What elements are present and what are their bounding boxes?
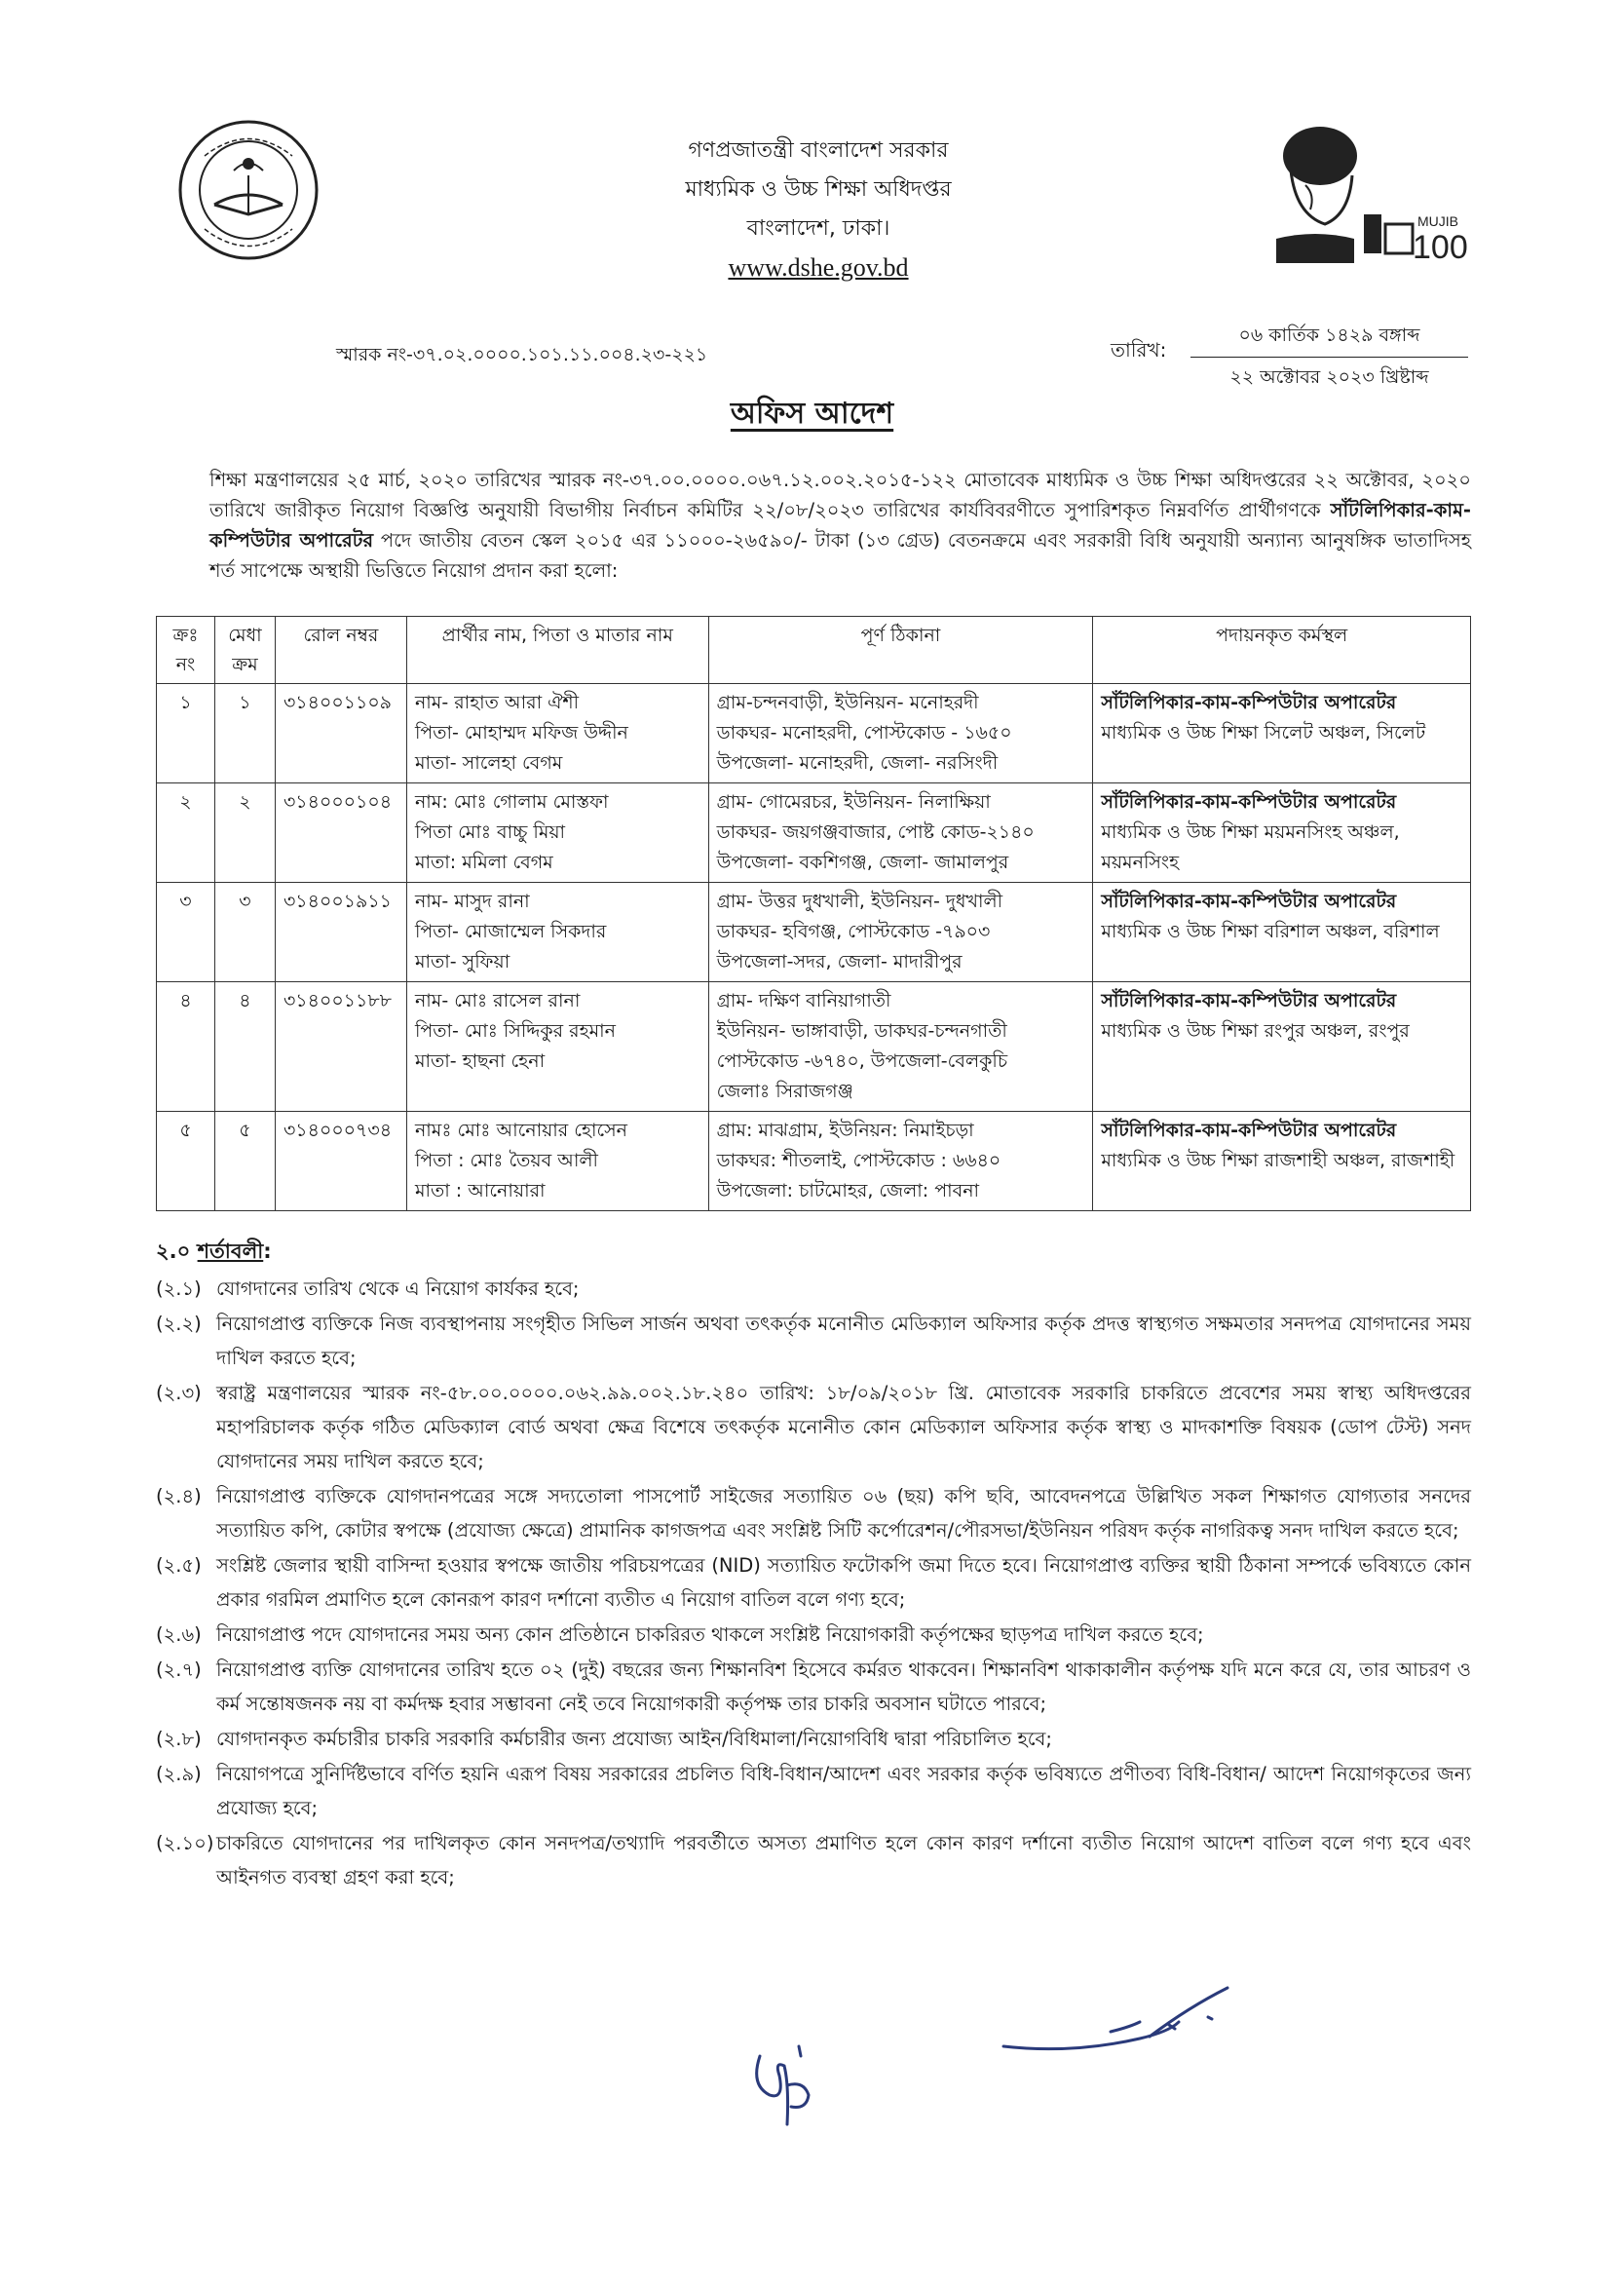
serial-cell: ৪	[157, 982, 215, 1112]
posting-cell	[1093, 883, 1471, 982]
condition-item	[156, 1272, 1471, 1306]
condition-text: নিয়োগপ্রাপ্ত পদে যোগদানের সময় অন্য কোন প্রতিষ্ঠানে চাকরিরত থাকলে সংশ্লিষ্ট নিয়োগকারী কর্তৃপক্ষের ছাড়পত্র দাখিল করতে হবে;	[216, 1623, 1204, 1646]
condition-item	[156, 1653, 1471, 1721]
condition-number: (২.২)	[156, 1313, 202, 1335]
condition-number: (২.৯)	[156, 1763, 202, 1785]
father-name: পিতা- মোজাম্মেল সিকদার	[414, 921, 607, 942]
conditions-colon: :	[263, 1239, 272, 1263]
candidate-name: নাম- মাসুদ রানা	[414, 891, 530, 912]
roll-cell: ৩১৪০০১৯১১	[275, 883, 406, 982]
col-posting: পদায়নকৃত কর্মস্থল	[1093, 617, 1471, 684]
table-row	[157, 982, 1471, 1112]
svg-text:100: 100	[1413, 229, 1468, 266]
posting-place: মাধ্যমিক ও উচ্চ শিক্ষা বরিশাল অঞ্চল, বরিশাল	[1101, 921, 1440, 942]
condition-text: যোগদানকৃত কর্মচারীর চাকরি সরকারি কর্মচারীর জন্য প্রযোজ্য আইন/বিধিমালা/নিয়োগবিধি দ্বারা পরিচালিত হবে;	[216, 1728, 1052, 1750]
memo-number: স্মারক নং-৩৭.০২.০০০০.১০১.১১.০০৪.২৩-২২১	[336, 344, 708, 365]
merit-cell: ৪	[214, 982, 275, 1112]
date-bangla: ০৬ কার্তিক ১৪২৯ বঙ্গাব্দ	[1190, 322, 1468, 358]
merit-cell: ১	[214, 684, 275, 783]
condition-text: চাকরিতে যোগদানের পর দাখিলকৃত কোন সনদপত্র/তথ্যাদি পরবর্তীতে অসত্য প্রমাণিত হলে কোন কারণ দর্শানো ব্যতীত নিয়োগ আদেশ বাতিল বলে গণ্য হবে এবং আইনগত ব্যবস্থা গ্রহণ করা হবে;	[216, 1832, 1471, 1888]
father-name: পিতা মোঃ বাচ্চু মিয়া	[414, 821, 566, 843]
date-gregorian: ২২ অক্টোবর ২০২৩ খ্রিষ্টাব্দ	[1229, 366, 1429, 388]
address-line: উপজেলা-সদর, জেলা- মাদারীপুর	[716, 951, 963, 972]
merit-cell: ২	[214, 783, 275, 883]
address-line: গ্রাম: মাঝগ্রাম, ইউনিয়ন: নিমাইচড়া	[716, 1120, 974, 1141]
date-block	[1190, 322, 1468, 395]
mother-name: মাতা- হাছনা হেনা	[414, 1050, 546, 1072]
condition-item	[156, 1479, 1471, 1547]
condition-number: (২.৫)	[156, 1554, 202, 1577]
roll-cell: ৩১৪০০১১৮৮	[275, 982, 406, 1112]
condition-text: যোগদানের তারিখ থেকে এ নিয়োগ কার্যকর হবে;	[216, 1277, 580, 1300]
document-title-text: অফিস আদেশ	[730, 397, 894, 431]
post-title: সাঁটলিপিকার-কাম-কম্পিউটার অপারেটর	[1101, 791, 1397, 813]
address-line: ডাকঘর: শীতলাই, পোস্টকোড : ৬৬৪০	[716, 1150, 1001, 1171]
posting-cell	[1093, 684, 1471, 783]
address-line: গ্রাম- গোমেরচর, ইউনিয়ন- নিলাক্ষিয়া	[716, 791, 991, 813]
condition-item	[156, 1307, 1471, 1375]
father-name: পিতা- মোহাম্মদ মফিজ উদ্দীন	[414, 722, 628, 743]
address-line: ডাকঘর- হবিগঞ্জ, পোস্টকোড -৭৯০৩	[716, 921, 991, 942]
col-merit: মেধা ক্রম	[214, 617, 275, 684]
father-name: পিতা- মোঃ সিদ্দিকুর রহমান	[414, 1020, 616, 1042]
post-title: সাঁটলিপিকার-কাম-কম্পিউটার অপারেটর	[1101, 692, 1397, 713]
mujib-year-logo-icon	[1237, 117, 1471, 273]
condition-item	[156, 1548, 1471, 1617]
table-row	[157, 883, 1471, 982]
svg-text:MUJIB: MUJIB	[1417, 213, 1458, 229]
col-name: প্রার্থীর নাম, পিতা ও মাতার নাম	[406, 617, 708, 684]
website-link[interactable]: www.dshe.gov.bd	[728, 253, 909, 282]
serial-cell: ২	[157, 783, 215, 883]
col-roll: রোল নম্বর	[275, 617, 406, 684]
mother-name: মাতা: মমিলা বেগম	[414, 852, 553, 873]
education-logo-icon	[175, 117, 321, 263]
condition-number: (২.৭)	[156, 1658, 202, 1681]
intro-post-name: সাঁটলিপিকার-কাম-কম্পিউটার অপারেটর	[209, 499, 1471, 552]
merit-cell: ৫	[214, 1112, 275, 1211]
candidate-cell	[406, 883, 708, 982]
post-title: সাঁটলিপিকার-কাম-কম্পিউটার অপারেটর	[1101, 891, 1397, 912]
conditions-number: ২.০	[156, 1239, 191, 1263]
candidate-name: নাম: মোঃ গোলাম মোস্তফা	[414, 791, 609, 813]
address-line: উপজেলা- বকশিগঞ্জ, জেলা- জামালপুর	[716, 852, 1009, 873]
mother-name: মাতা- সালেহা বেগম	[414, 752, 563, 774]
post-title: সাঁটলিপিকার-কাম-কম্পিউটার অপারেটর	[1101, 1120, 1397, 1141]
condition-item	[156, 1722, 1471, 1756]
posting-place: মাধ্যমিক ও উচ্চ শিক্ষা ময়মনসিংহ অঞ্চল, ময়মনসিংহ	[1101, 821, 1400, 873]
table-row	[157, 684, 1471, 783]
address-line: পোস্টকোড -৬৭৪০, উপজেলা-বেলকুচি	[716, 1050, 1008, 1072]
condition-number: (২.৪)	[156, 1485, 202, 1507]
candidate-name: নাম- রাহাত আরা ঐশী	[414, 692, 580, 713]
candidate-name: নামঃ মোঃ আনোয়ার হোসেন	[414, 1120, 628, 1141]
intro-part1: শিক্ষা মন্ত্রণালয়ের ২৫ মার্চ, ২০২০ তারিখের স্মারক নং-৩৭.০০.০০০০.০৬৭.১২.০০২.২০১৫-১২২ মোতাবেক মাধ্যমিক ও উচ্চ শিক্ষা অধিদপ্তরের ২২ অক্টোবর, ২০২০ তারিখে জারীকৃত নিয়োগ বিজ্ঞপ্তি অনুযায়ী বিভাগীয় নির্বাচন কমিটির ২২/০৮/২০২৩ তারিখের কার্যবিবরণীতে সুপারিশকৃত নিম্নবর্ণিত প্রার্থীগণকে	[209, 469, 1471, 521]
posting-cell	[1093, 982, 1471, 1112]
condition-text: নিয়োগপ্রাপ্ত ব্যক্তিকে যোগদানপত্রের সঙ্গে সদ্যতোলা পাসপোর্ট সাইজের সত্যায়িত ০৬ (ছয়) কপি ছবি, আবেদনপত্রে উল্লিখিত সকল শিক্ষাগত যোগ্যতার সনদের সত্যায়িত কপি, কোটার স্বপক্ষে (প্রযোজ্য ক্ষেত্রে) প্রামানিক কাগজপত্র এবং সংশ্লিষ্ট সিটি কর্পোরেশন/পৌরসভা/ইউনিয়ন পরিষদ কর্তৃক নাগরিকত্ব সনদ দাখিল করতে হবে;	[216, 1485, 1471, 1542]
signature-full	[994, 1978, 1266, 2076]
address-cell	[708, 982, 1093, 1112]
address-line: গ্রাম-চন্দনবাড়ী, ইউনিয়ন- মনোহরদী	[716, 692, 979, 713]
condition-text: নিয়োগপত্রে সুনির্দিষ্টভাবে বর্ণিত হয়নি এরূপ বিষয় সরকারের প্রচলিত বিধি-বিধান/আদেশ এবং সরকার কর্তৃক ভবিষ্যতে প্রণীতব্য বিধি-বিধান/ আদেশ নিয়োগকৃতের জন্য প্রযোজ্য হবে;	[216, 1763, 1471, 1819]
table-row	[157, 1112, 1471, 1211]
condition-item	[156, 1826, 1471, 1894]
address-line: গ্রাম- উত্তর দুধখালী, ইউনিয়ন- দুধখালী	[716, 891, 1003, 912]
government-name: গণপ্রজাতন্ত্রী বাংলাদেশ সরকার	[688, 138, 949, 163]
father-name: পিতা : মোঃ তৈয়ব আলী	[414, 1150, 598, 1171]
document-title	[0, 390, 1624, 439]
posting-place: মাধ্যমিক ও উচ্চ শিক্ষা রংপুর অঞ্চল, রংপুর	[1101, 1020, 1410, 1042]
candidate-name: নাম- মোঃ রাসেল রানা	[414, 990, 581, 1011]
condition-text: স্বরাষ্ট্র মন্ত্রণালয়ের স্মারক নং-৫৮.০০.০০০০.০৬২.৯৯.০০২.১৮.২৪০ তারিখ: ১৮/০৯/২০১৮ খ্রি. মোতাবেক সরকারি চাকরিতে প্রবেশের সময় স্বাস্থ্য অধিদপ্তরের মহাপরিচালক কর্তৃক গঠিত মেডিক্যাল বোর্ড অথবা ক্ষেত্র বিশেষে তৎকর্তৃক মনোনীত কোন মেডিক্যাল অফিসার কর্তৃক স্বাস্থ্য ও মাদকাশক্তি বিষয়ক (ডোপ টেস্ট) সনদ যোগদানের সময় দাখিল করতে হবে;	[216, 1382, 1471, 1472]
intro-part2: পদে জাতীয় বেতন স্কেল ২০১৫ এর ১১০০০-২৬৫৯০/- টাকা (১৩ গ্রেড) বেতনক্রমে এবং সরকারী বিধি অনুযায়ী অন্যান্য আনুষঙ্গিক ভাতাদিসহ শর্ত সাপেক্ষে অস্থায়ী ভিত্তিতে নিয়োগ প্রদান করা হলো:	[209, 529, 1471, 582]
condition-text: সংশ্লিষ্ট জেলার স্থায়ী বাসিন্দা হওয়ার স্বপক্ষে জাতীয় পরিচয়পত্রের (NID) সত্যায়িত ফটোকপি জমা দিতে হবে। নিয়োগপ্রাপ্ত ব্যক্তির স্থায়ী ঠিকানা সম্পর্কে ভবিষ্যতে কোন প্রকার গরমিল প্রমাণিত হলে কোনরূপ কারণ দর্শানো ব্যতীত এ নিয়োগ বাতিল বলে গণ্য হবে;	[216, 1554, 1471, 1611]
serial-cell: ১	[157, 684, 215, 783]
serial-cell: ৫	[157, 1112, 215, 1211]
condition-item	[156, 1757, 1471, 1825]
condition-item	[156, 1376, 1471, 1478]
conditions-heading	[156, 1236, 272, 1270]
office-header	[546, 132, 1091, 287]
table-row	[157, 783, 1471, 883]
appointment-table	[156, 616, 1471, 1211]
posting-cell	[1093, 783, 1471, 883]
office-location: বাংলাদেশ, ঢাকা।	[746, 216, 890, 241]
posting-place: মাধ্যমিক ও উচ্চ শিক্ষা রাজশাহী অঞ্চল, রাজশাহী	[1101, 1150, 1455, 1171]
condition-text: নিয়োগপ্রাপ্ত ব্যক্তিকে নিজ ব্যবস্থাপনায় সংগৃহীত সিভিল সার্জন অথবা তৎকর্তৃক মনোনীত মেডিক্যাল অফিসার কর্তৃক প্রদত্ত স্বাস্থ্যগত সক্ষমতার সনদপত্র যোগদানের সময় দাখিল করতে হবে;	[216, 1313, 1471, 1369]
col-serial: ক্রঃ নং	[157, 617, 215, 684]
post-title: সাঁটলিপিকার-কাম-কম্পিউটার অপারেটর	[1101, 990, 1397, 1011]
condition-number: (২.১)	[156, 1277, 202, 1300]
roll-cell: ৩১৪০০০১০৪	[275, 783, 406, 883]
address-cell	[708, 684, 1093, 783]
candidate-cell	[406, 684, 708, 783]
condition-number: (২.৬)	[156, 1623, 202, 1646]
address-cell	[708, 883, 1093, 982]
directorate-name: মাধ্যমিক ও উচ্চ শিক্ষা অধিদপ্তর	[685, 177, 952, 202]
address-line: উপজেলা- মনোহরদী, জেলা- নরসিংদী	[716, 752, 999, 774]
conditions-list	[156, 1272, 1471, 1895]
conditions-title: শর্তাবলী	[197, 1239, 264, 1263]
roll-cell: ৩১৪০০১১০৯	[275, 684, 406, 783]
address-line: ডাকঘর- মনোহরদী, পোস্টকোড - ১৬৫০	[716, 722, 1012, 743]
condition-number: (২.৩)	[156, 1382, 202, 1404]
serial-cell: ৩	[157, 883, 215, 982]
address-line: ডাকঘর- জয়গঞ্জবাজার, পোষ্ট কোড-২১৪০	[716, 821, 1035, 843]
mother-name: মাতা : আনোয়ারা	[414, 1180, 546, 1201]
candidate-cell	[406, 783, 708, 883]
address-cell	[708, 1112, 1093, 1211]
col-address: পূর্ণ ঠিকানা	[708, 617, 1093, 684]
candidate-cell	[406, 1112, 708, 1211]
address-line: ইউনিয়ন- ভাঙ্গাবাড়ী, ডাকঘর-চন্দনগাতী	[716, 1020, 1007, 1042]
condition-text: নিয়োগপ্রাপ্ত ব্যক্তি যোগদানের তারিখ হতে ০২ (দুই) বছরের জন্য শিক্ষানবিশ হিসেবে কর্মরত থাকবেন। শিক্ষানবিশ থাকাকালীন কর্তৃপক্ষ যদি মনে করে যে, তার আচরণ ও কর্ম সন্তোষজনক নয় বা কর্মদক্ষ হবার সম্ভাবনা নেই তবে নিয়োগকারী কর্তৃপক্ষ তার চাকরি অবসান ঘটাতে পারবে;	[216, 1658, 1471, 1715]
address-line: জেলাঃ সিরাজগঞ্জ	[716, 1081, 853, 1102]
signature-initial	[731, 2027, 848, 2144]
condition-number: (২.১০)	[156, 1832, 214, 1854]
roll-cell: ৩১৪০০০৭৩৪	[275, 1112, 406, 1211]
mother-name: মাতা- সুফিয়া	[414, 951, 510, 972]
address-line: উপজেলা: চাটমোহর, জেলা: পাবনা	[716, 1180, 980, 1201]
table-header-row	[157, 617, 1471, 684]
date-label: তারিখ:	[1111, 338, 1167, 362]
candidate-cell	[406, 982, 708, 1112]
address-cell	[708, 783, 1093, 883]
condition-item	[156, 1618, 1471, 1652]
condition-number: (২.৮)	[156, 1728, 202, 1750]
intro-paragraph	[209, 465, 1471, 586]
posting-cell	[1093, 1112, 1471, 1211]
posting-place: মাধ্যমিক ও উচ্চ শিক্ষা সিলেট অঞ্চল, সিলেট	[1101, 722, 1426, 743]
address-line: গ্রাম- দক্ষিণ বানিয়াগাতী	[716, 990, 891, 1011]
merit-cell: ৩	[214, 883, 275, 982]
